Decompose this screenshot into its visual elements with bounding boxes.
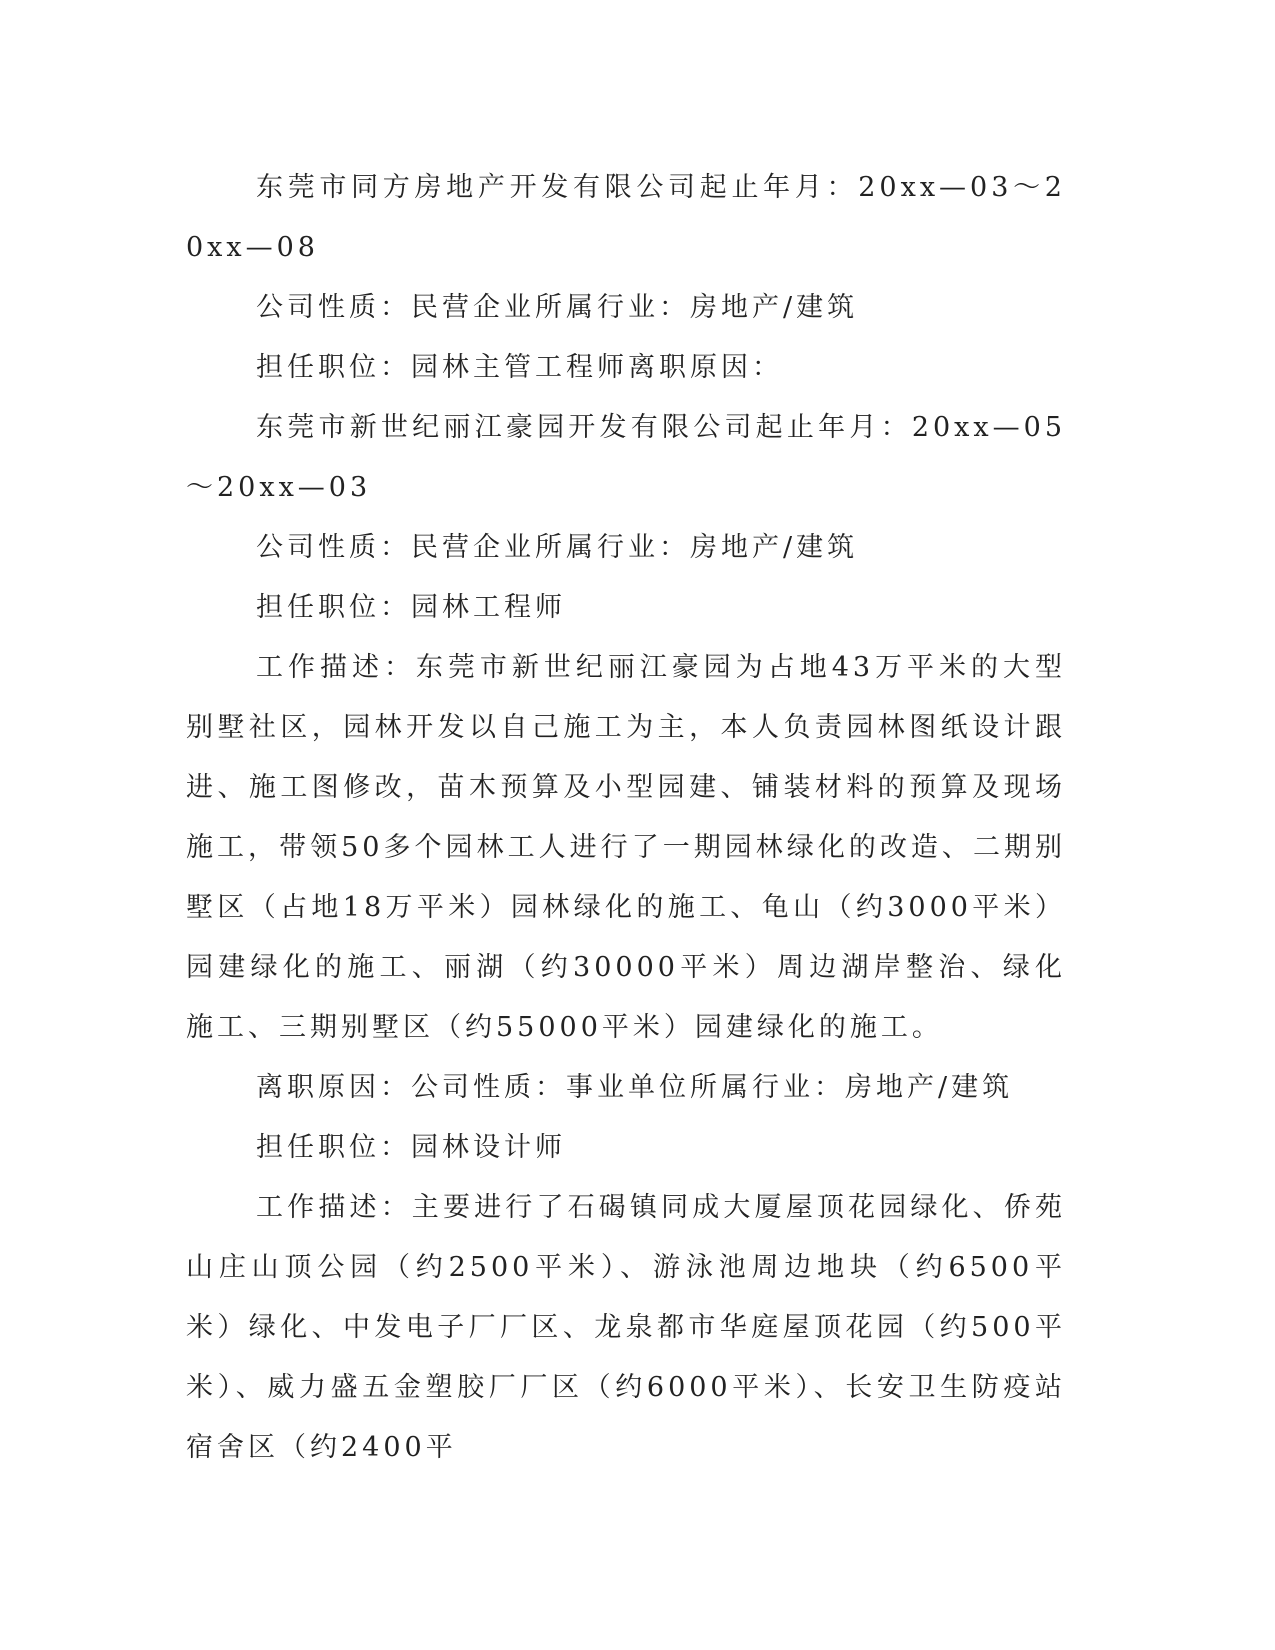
paragraph-company-1: 东莞市同方房地产开发有限公司起止年月：20xx—03～20xx—08 xyxy=(186,172,1066,263)
paragraph-position-3: 担任职位：园林设计师 xyxy=(256,1132,566,1163)
paragraph-work-description-1: 工作描述：东莞市新世纪丽江豪园为占地43万平米的大型别墅社区，园林开发以自己施工为主，本人负责园林图纸设计跟进、施工图修改，苗木预算及小型园建、铺装材料的预算及现场施工，带领50多个园林工人进行了一期园林绿化的改造、二期别墅区（占地18万平米）园林绿化的施工、龟山（约3000平米）园建绿化的施工、丽湖（约30000平米）周边湖岸整治、绿化施工、三期别墅区（约55000平米）园建绿化的施工。 xyxy=(186,652,1066,1043)
paragraph-leave-reason: 离职原因：公司性质：事业单位所属行业：房地产/建筑 xyxy=(256,1072,1014,1103)
paragraph-work-description-2: 工作描述：主要进行了石碣镇同成大厦屋顶花园绿化、侨苑山庄山顶公园（约2500平米）、游泳池周边地块（约6500平米）绿化、中发电子厂厂区、龙泉都市华庭屋顶花园（约500平米）、威力盛五金塑胶厂厂区（约6000平米）、长安卫生防疫站宿舍区（约2400平 xyxy=(186,1192,1066,1463)
paragraph-company-2: 东莞市新世纪丽江豪园开发有限公司起止年月：20xx—05～20xx—03 xyxy=(186,412,1066,503)
paragraph-position-2: 担任职位：园林工程师 xyxy=(256,592,566,623)
document-body xyxy=(186,158,1066,1478)
paragraph-company-nature-1: 公司性质：民营企业所属行业：房地产/建筑 xyxy=(256,292,859,323)
paragraph-company-nature-2: 公司性质：民营企业所属行业：房地产/建筑 xyxy=(256,532,859,563)
paragraph-position-1: 担任职位：园林主管工程师离职原因： xyxy=(256,352,783,383)
